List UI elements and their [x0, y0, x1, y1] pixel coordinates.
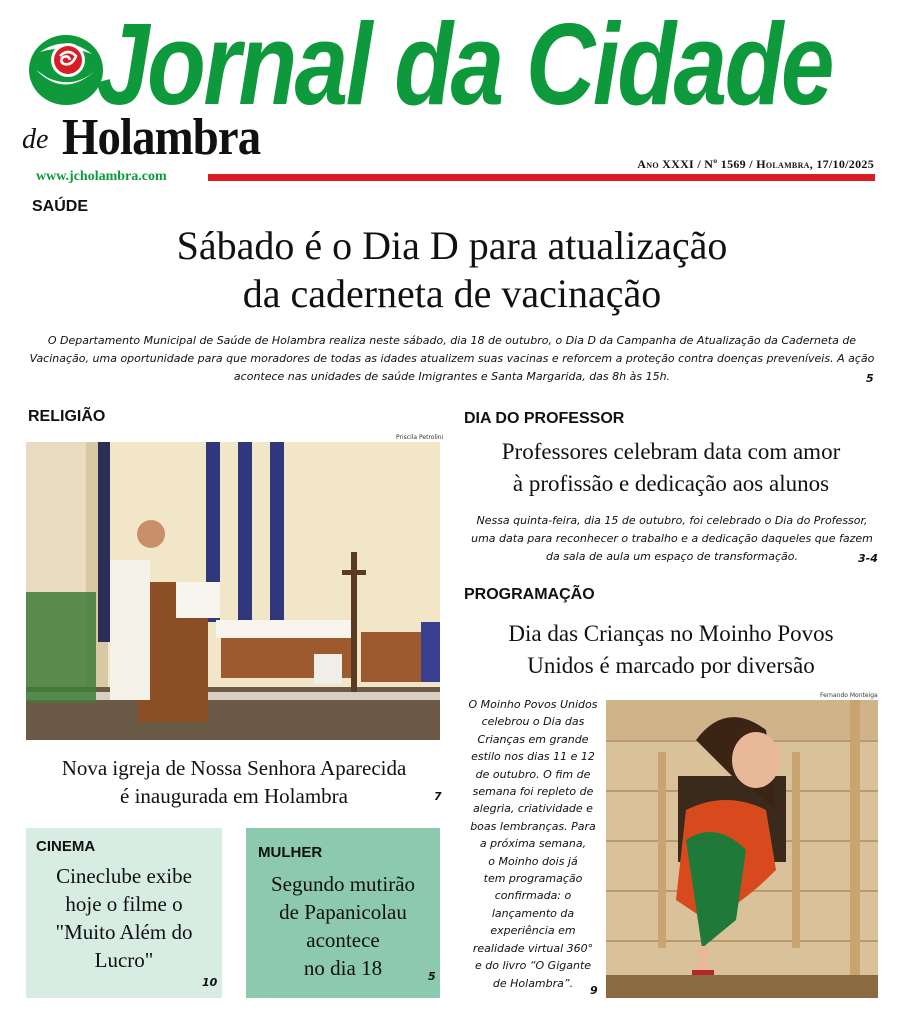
woman-headline [246, 870, 440, 982]
cinema-page-number: 10 [202, 976, 218, 989]
teacher-lede [460, 512, 884, 566]
cinema-line: hoje o filme o [65, 892, 183, 916]
lead-page-number: 5 [866, 372, 874, 385]
program-body-line: o Moinho dois já [488, 854, 578, 868]
website-link[interactable]: www.jcholambra.com [36, 169, 167, 184]
section-label-cinema: CINEMA [36, 838, 96, 855]
masthead-subtitle-de: de [22, 124, 49, 155]
program-body-line: a próxima semana, [479, 837, 587, 851]
teacher-headline[interactable] [458, 436, 884, 500]
program-body-line: e do livro “O Gigante [474, 959, 592, 973]
woman-box[interactable] [246, 828, 440, 998]
program-page-number: 9 [590, 984, 598, 997]
section-label-saude: SAÚDE [32, 198, 89, 215]
teacher-headline-line1: Professores celebram data com amor [501, 439, 841, 464]
program-body-line: estilo nos dias 11 e 12 [471, 750, 595, 764]
program-body-line: tem programação [483, 872, 583, 886]
program-body-line: realidade virtual 360° [472, 941, 594, 955]
cinema-headline [26, 862, 222, 974]
program-body-line: lançamento da [491, 906, 575, 920]
lead-headline[interactable] [0, 222, 904, 318]
program-body-line: Crianças em grande [477, 732, 589, 746]
program-body-line: confirmada: o [494, 889, 572, 903]
program-body-line: O Moinho Povos Unidos [468, 698, 598, 711]
program-body-line: de Holambra”. [492, 976, 574, 990]
religion-headline-line1: Nova igreja de Nossa Senhora Aparecida [61, 756, 407, 780]
masthead-subtitle-place: Holambra [62, 109, 261, 166]
cinema-line: "Muito Além do [55, 920, 193, 944]
woman-line: Segundo mutirão [270, 872, 416, 896]
masthead-divider [208, 174, 875, 181]
woman-page-number: 5 [428, 970, 436, 983]
program-body-line: boas lembranças. Para [470, 819, 596, 833]
section-label-dia-do-professor: DIA DO PROFESSOR [464, 410, 625, 427]
program-body-line: de outubro. O fim de [475, 767, 591, 781]
section-label-religiao: RELIGIÃO [28, 408, 106, 425]
program-headline[interactable] [458, 618, 884, 682]
religion-page-number: 7 [434, 790, 442, 803]
lead-headline-line2: da caderneta de vacinação [242, 271, 662, 316]
program-body-line: semana foi repleto de [472, 785, 594, 799]
teacher-headline-line2: à profissão e dedicação aos alunos [512, 471, 830, 496]
teacher-lede-line3: da sala de aula um espaço de transformação. [545, 550, 799, 563]
lead-lede-line3: acontece nas unidades de saúde Imigrantes e Santa Margarida, das 8h às 15h. [233, 370, 671, 383]
woman-line: no dia 18 [303, 956, 383, 980]
program-body-line: alegria, criatividade e [473, 802, 593, 816]
program-headline-line1: Dia das Crianças no Moinho Povos [508, 621, 834, 646]
religion-headline[interactable] [20, 754, 448, 810]
children-photo[interactable] [606, 700, 878, 998]
cinema-line: Cineclube exibe [56, 864, 192, 888]
issue-info: Ano XXXI / Nº 1569 / Holambra, 17/10/2025 [637, 157, 874, 171]
masthead-title: Jornal da Cidade [96, 0, 832, 129]
program-photo-credit: Fernando Monteiga [820, 692, 878, 699]
woman-line: acontece [306, 928, 380, 952]
section-label-mulher: MULHER [258, 844, 323, 861]
teacher-lede-line1: Nessa quinta-feira, dia 15 de outubro, foi celebrado o Dia do Professor, [476, 514, 868, 527]
religion-headline-line2: é inaugurada em Holambra [120, 784, 348, 808]
program-body-line: celebrou o Dia das [481, 715, 585, 729]
lead-lede-line2: Vacinação, uma oportunidade para que moradores de todas as idades atualizem suas vacinas e reforcem a proteção contra doenças preveníveis. A ação [29, 352, 875, 365]
church-interior-photo[interactable] [26, 442, 440, 740]
lead-lede [20, 332, 884, 386]
woman-line: de Papanicolau [279, 900, 407, 924]
newspaper-logo-rose-icon [26, 30, 106, 108]
section-label-programacao: PROGRAMAÇÃO [464, 586, 595, 603]
cinema-line: Lucro" [94, 948, 154, 972]
cinema-box[interactable] [26, 828, 222, 998]
lead-lede-line1: O Departamento Municipal de Saúde de Holambra realiza neste sábado, dia 18 de outubro, o Dia D da Campanha de Atualização da Caderneta de [47, 334, 857, 347]
religion-photo-credit: Priscila Petrolini [396, 434, 444, 441]
teacher-lede-line2: uma data para reconhecer o trabalho e a dedicação daqueles que fazem [471, 532, 873, 545]
program-body [458, 696, 608, 992]
teacher-page-number: 3-4 [858, 552, 878, 565]
program-body-line: experiência em [490, 924, 576, 938]
lead-headline-line1: Sábado é o Dia D para atualização [176, 223, 728, 268]
program-headline-line2: Unidos é marcado por diversão [527, 653, 815, 678]
